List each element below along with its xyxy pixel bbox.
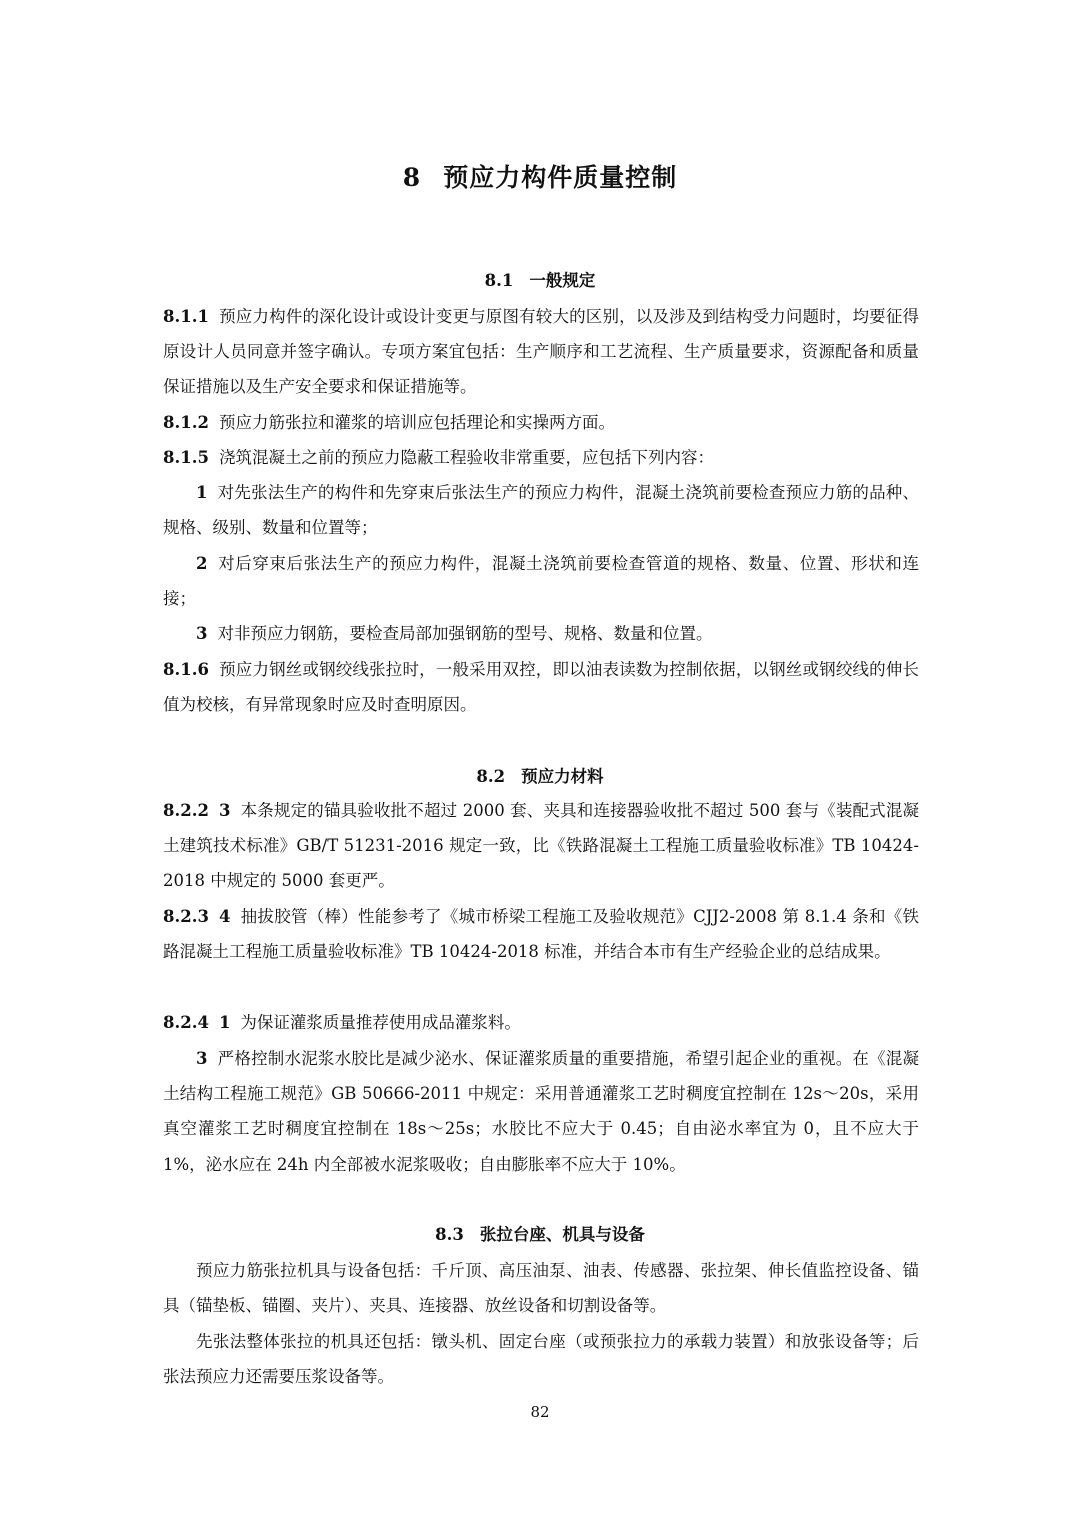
section-8-3-paragraph-1 — [163, 1253, 919, 1323]
clause-8-2-2 — [163, 793, 919, 899]
item-text: 严格控制水泥浆水胶比是减少泌水、保证灌浆质量的重要措施，希望引起企业的重视。在《混凝土结构工程施工规范》GB 50666-2011 中规定：采用普通灌浆工艺时稠度宜控制在 12s～20s，采用真空灌浆工艺时稠度宜控制在 18s～25s；水胶比不应大于 0.45；自由泌水率宜为 0，且不应大于 1%，泌水应在 24h 内全部被水泥浆吸收；自由膨胀率不应大于 10%。 — [163, 1049, 919, 1174]
clause-8-1-5-item-1 — [163, 475, 919, 545]
section-title-text: 张拉台座、机具与设备 — [479, 1225, 645, 1244]
clause-text: 抽拔胶管（棒）性能参考了《城市桥梁工程施工及验收规范》CJJ2-2008 第 8.1.4 条和《铁路混凝土工程施工质量验收标准》TB 10424-2018 标准，并结合本市有生产经验企业的总结成果。 — [163, 907, 919, 962]
page-number: 82 — [530, 1403, 550, 1421]
section-heading-8-3 — [0, 1220, 1080, 1250]
paragraph-text: 先张法整体张拉的机具还包括：镦头机、固定台座（或预张拉力的承载力装置）和放张设备等；后张法预应力还需要压浆设备等。 — [163, 1332, 919, 1387]
chapter-title — [0, 158, 1080, 198]
item-number: 3 — [196, 1049, 208, 1068]
clause-8-2-3 — [163, 899, 919, 969]
clause-number: 8.1.6 — [163, 660, 209, 679]
clause-8-1-5-item-2 — [163, 546, 919, 616]
clause-text: 为保证灌浆质量推荐使用成品灌浆料。 — [240, 1013, 521, 1032]
clause-8-1-5-item-3 — [163, 616, 919, 651]
clause-8-1-1 — [163, 299, 919, 405]
item-text: 对非预应力钢筋，要检查局部加强钢筋的型号、规格、数量和位置。 — [217, 624, 713, 643]
clause-text: 预应力钢丝或钢绞线张拉时，一般采用双控，即以油表读数为控制依据，以钢丝或钢绞线的伸长值为校核，有异常现象时应及时查明原因。 — [163, 660, 919, 715]
chapter-number: 8 — [402, 163, 422, 192]
clause-number: 8.1.2 — [163, 413, 209, 432]
clause-number: 8.2.4 — [163, 1013, 209, 1032]
section-heading-8-2 — [0, 762, 1080, 792]
clause-8-2-4-item-3 — [163, 1041, 919, 1182]
item-text: 对先张法生产的构件和先穿束后张法生产的预应力构件，混凝土浇筑前要检查预应力筋的品种、规格、级别、数量和位置等； — [163, 483, 919, 538]
section-heading-8-1 — [0, 266, 1080, 296]
section-title-text: 一般规定 — [529, 271, 596, 290]
clause-8-1-6 — [163, 652, 919, 722]
clause-text: 浇筑混凝土之前的预应力隐蔽工程验收非常重要，应包括下列内容： — [218, 448, 714, 467]
clause-number: 8.1.1 — [163, 307, 209, 326]
item-number: 2 — [196, 554, 208, 573]
clause-number: 8.2.2 — [163, 801, 209, 820]
item-number: 3 — [196, 624, 208, 643]
section-8-3-paragraph-2 — [163, 1324, 919, 1394]
clause-number: 8.2.3 — [163, 907, 209, 926]
item-number: 3 — [218, 801, 231, 820]
section-number: 8.1 — [484, 271, 514, 290]
clause-8-2-4 — [163, 1005, 919, 1040]
paragraph-text: 预应力筋张拉机具与设备包括：千斤顶、高压油泵、油表、传感器、张拉架、伸长值监控设备、锚具（锚垫板、锚圈、夹片）、夹具、连接器、放丝设备和切割设备等。 — [163, 1261, 919, 1316]
item-number: 1 — [218, 1013, 231, 1032]
clause-text: 预应力筋张拉和灌浆的培训应包括理论和实操两方面。 — [218, 413, 615, 432]
clause-text: 本条规定的锚具验收批不超过 2000 套、夹具和连接器验收批不超过 500 套与《装配式混凝土建筑技术标准》GB/T 51231-2016 规定一致，比《铁路混凝土工程施工质量验收标准》TB 10424-2018 中规定的 5000 套更严。 — [163, 801, 919, 891]
clause-text: 预应力构件的深化设计或设计变更与原图有较大的区别，以及涉及到结构受力问题时，均要征得原设计人员同意并签字确认。专项方案宜包括：生产顺序和工艺流程、生产质量要求，资源配备和质量保证措施以及生产安全要求和保证措施等。 — [163, 307, 919, 397]
clause-number: 8.1.5 — [163, 448, 209, 467]
chapter-title-text: 预应力构件质量控制 — [443, 163, 678, 192]
section-number: 8.2 — [476, 767, 506, 786]
item-text: 对后穿束后张法生产的预应力构件，混凝土浇筑前要检查管道的规格、数量、位置、形状和连接； — [163, 554, 919, 609]
item-number: 4 — [218, 907, 231, 926]
clause-8-1-2 — [163, 405, 919, 440]
clause-8-1-5 — [163, 440, 919, 475]
item-number: 1 — [196, 483, 208, 502]
section-title-text: 预应力材料 — [521, 767, 604, 786]
section-number: 8.3 — [435, 1225, 464, 1244]
